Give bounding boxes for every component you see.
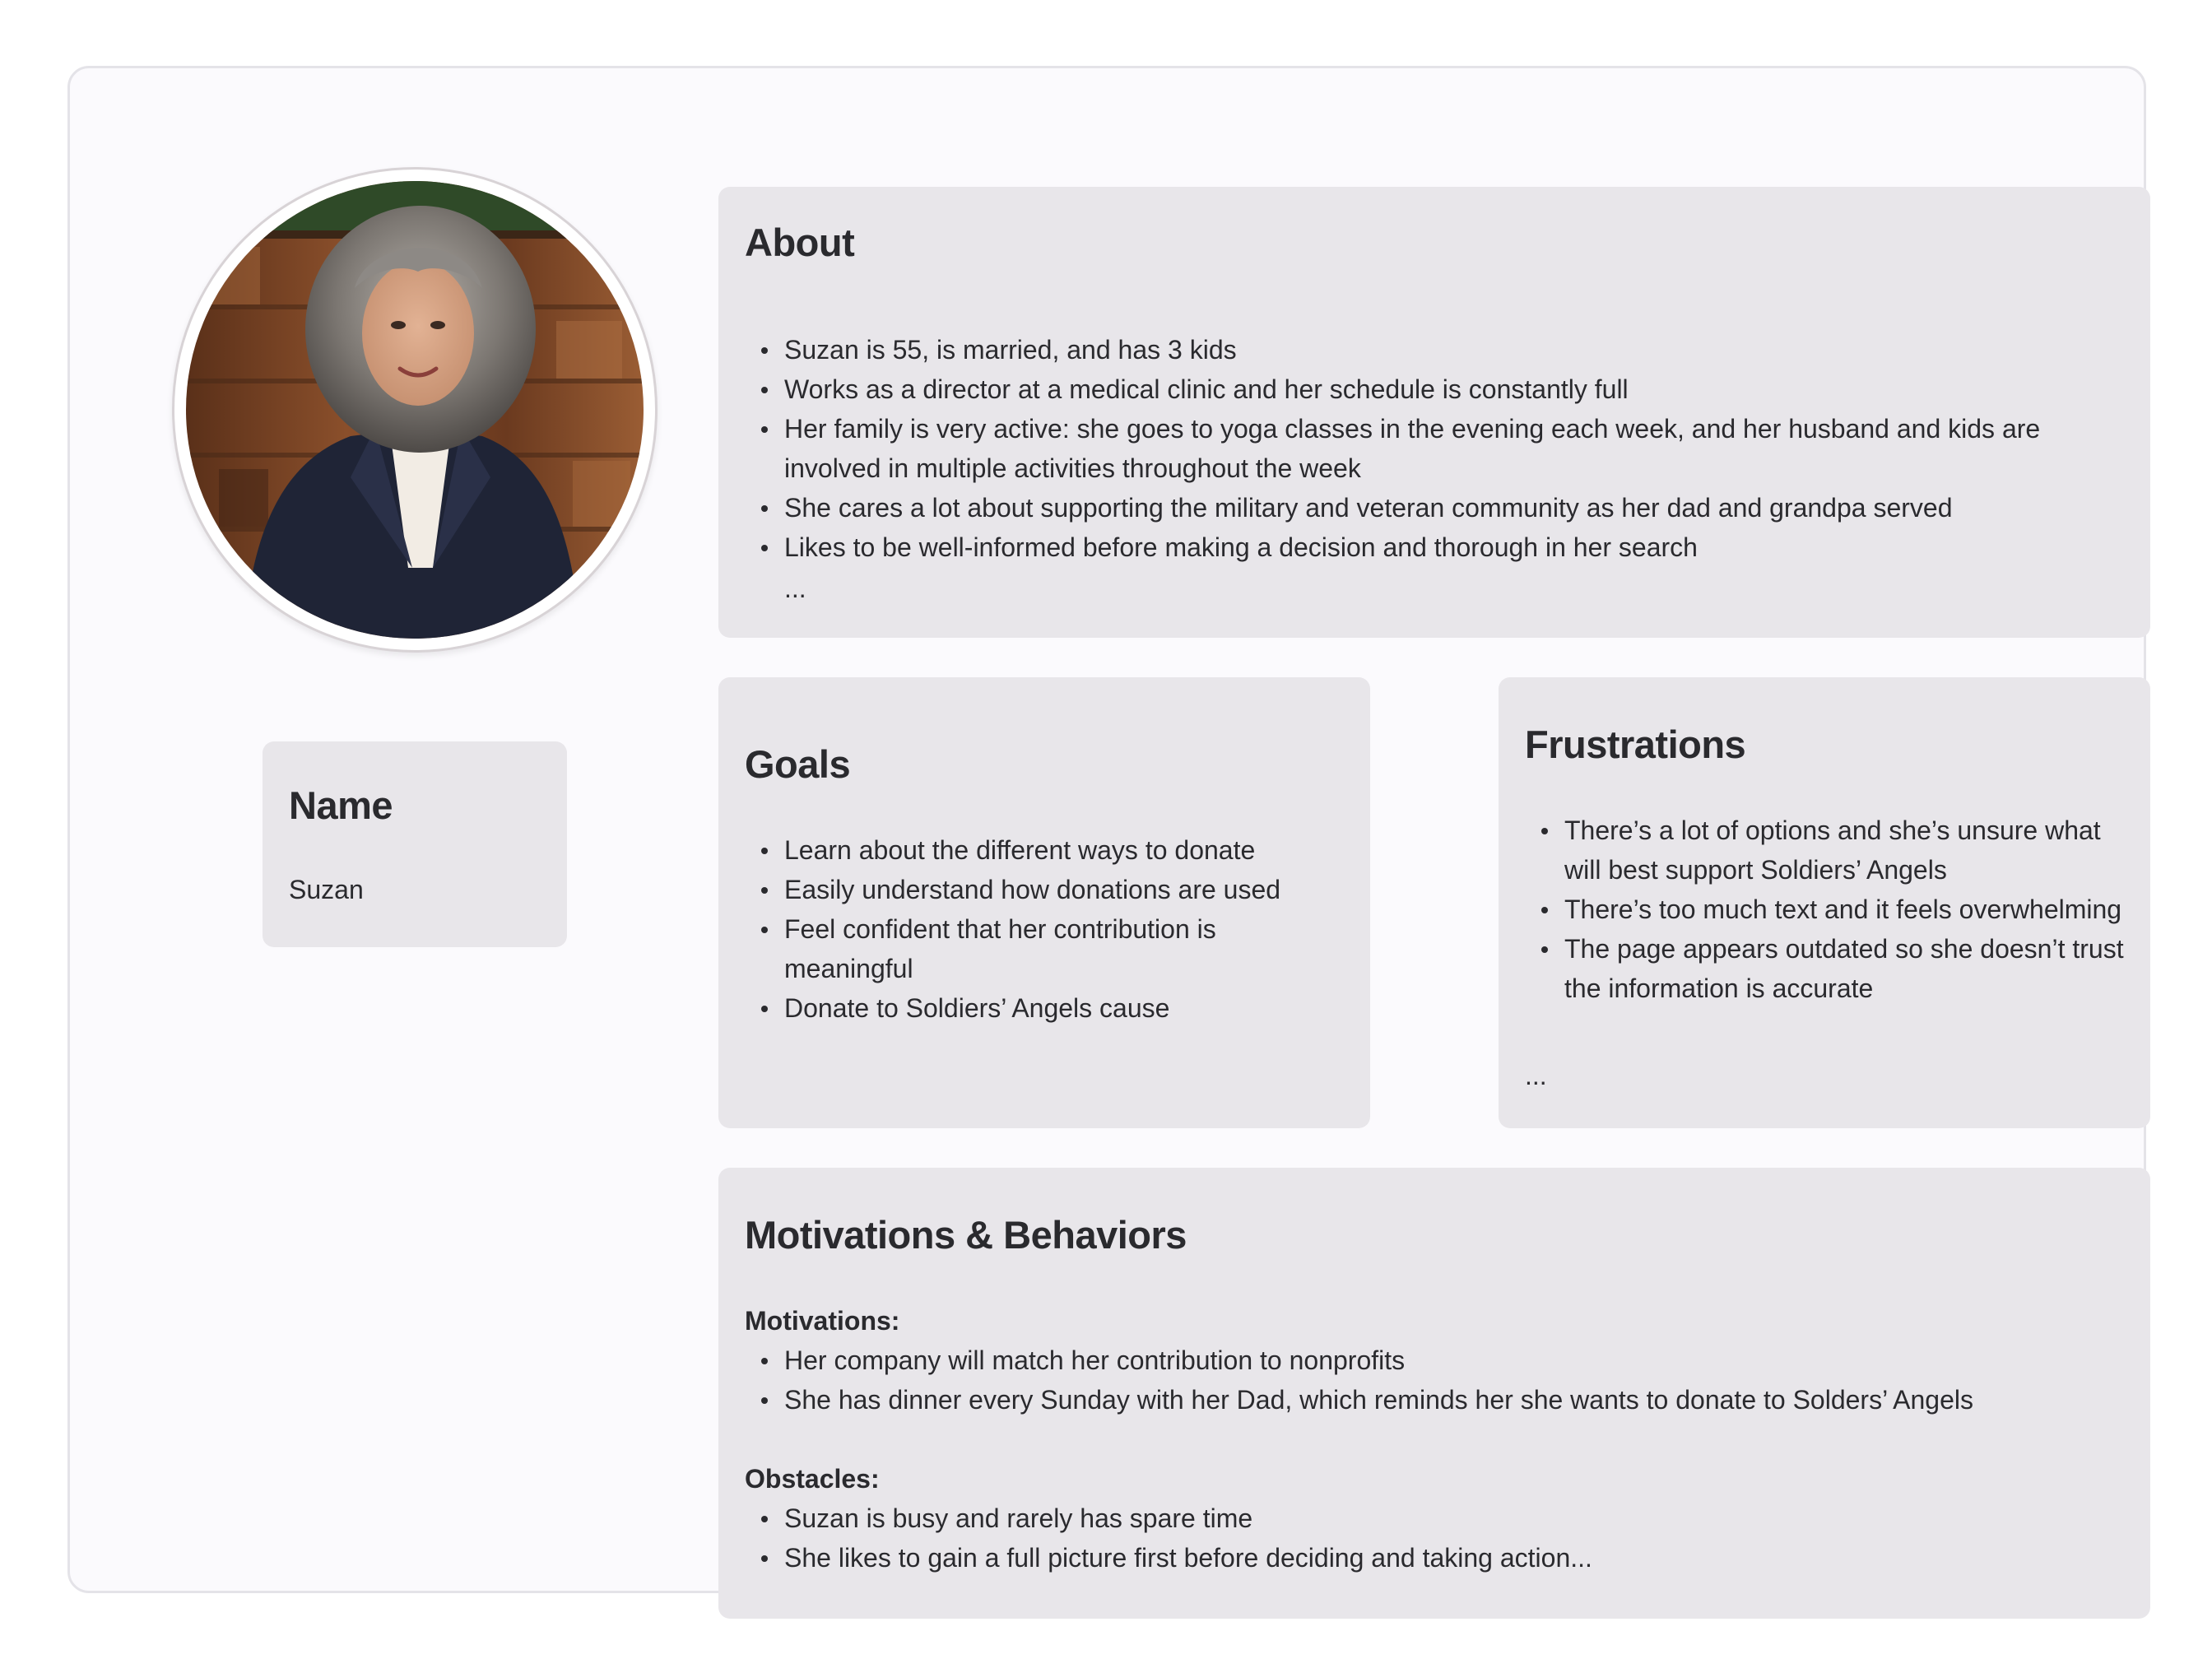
name-card [263, 741, 567, 947]
about-item: Works as a director at a medical clinic and her schedule is constantly full [784, 369, 2127, 409]
goals-item: Feel confident that her contribution is meaningful [784, 909, 1345, 988]
frustrations-item: There’s a lot of options and she’s unsure what will best support Soldiers’ Angels [1564, 811, 2126, 890]
frustrations-title: Frustrations [1525, 723, 1746, 766]
motivations-item: Her company will match her contribution to nonprofits [784, 1341, 2127, 1380]
photo-face [362, 261, 474, 406]
name-card-title: Name [289, 783, 393, 827]
motivations-label: Motivations: [745, 1306, 900, 1336]
about-card [718, 187, 2150, 638]
motivations-item: She has dinner every Sunday with her Dad, which reminds her she wants to donate to Solders’ Angels [784, 1380, 2127, 1420]
obstacles-item: She likes to gain a full picture first before deciding and taking action... [784, 1538, 2127, 1578]
persona-frame [67, 66, 2146, 1593]
motivations-behaviors-card [718, 1168, 2150, 1619]
goals-title: Goals [745, 742, 851, 786]
about-list [745, 330, 2127, 567]
goals-card [718, 677, 1370, 1128]
frustrations-ellipsis: ... [1525, 1061, 1547, 1090]
about-item: Suzan is 55, is married, and has 3 kids [784, 330, 2127, 369]
goals-list [745, 830, 1345, 1028]
frustrations-card [1499, 677, 2150, 1128]
motivations-list [745, 1341, 2127, 1420]
goals-item: Donate to Soldiers’ Angels cause [784, 988, 1345, 1028]
frustrations-item: There’s too much text and it feels overwhelming [1564, 890, 2126, 929]
persona-avatar [172, 167, 658, 653]
about-item: Likes to be well-informed before making a decision and thorough in her search [784, 527, 2127, 567]
about-item: Her family is very active: she goes to yoga classes in the evening each week, and her husband and kids are involved in multiple activities throughout the week [784, 409, 2127, 488]
goals-item: Learn about the different ways to donate [784, 830, 1345, 870]
obstacles-label: Obstacles: [745, 1464, 880, 1494]
motivations-behaviors-title: Motivations & Behaviors [745, 1213, 1187, 1257]
about-title: About [745, 221, 855, 264]
about-item: She cares a lot about supporting the military and veteran community as her dad and grandpa served [784, 488, 2127, 527]
persona-name: Suzan [289, 875, 364, 904]
persona-photo [186, 181, 644, 639]
frustrations-list [1525, 811, 2126, 1008]
goals-item: Easily understand how donations are used [784, 870, 1345, 909]
obstacles-list [745, 1499, 2127, 1578]
obstacles-item: Suzan is busy and rarely has spare time [784, 1499, 2127, 1538]
about-ellipsis: ... [784, 574, 806, 603]
frustrations-item: The page appears outdated so she doesn’t trust the information is accurate [1564, 929, 2126, 1008]
